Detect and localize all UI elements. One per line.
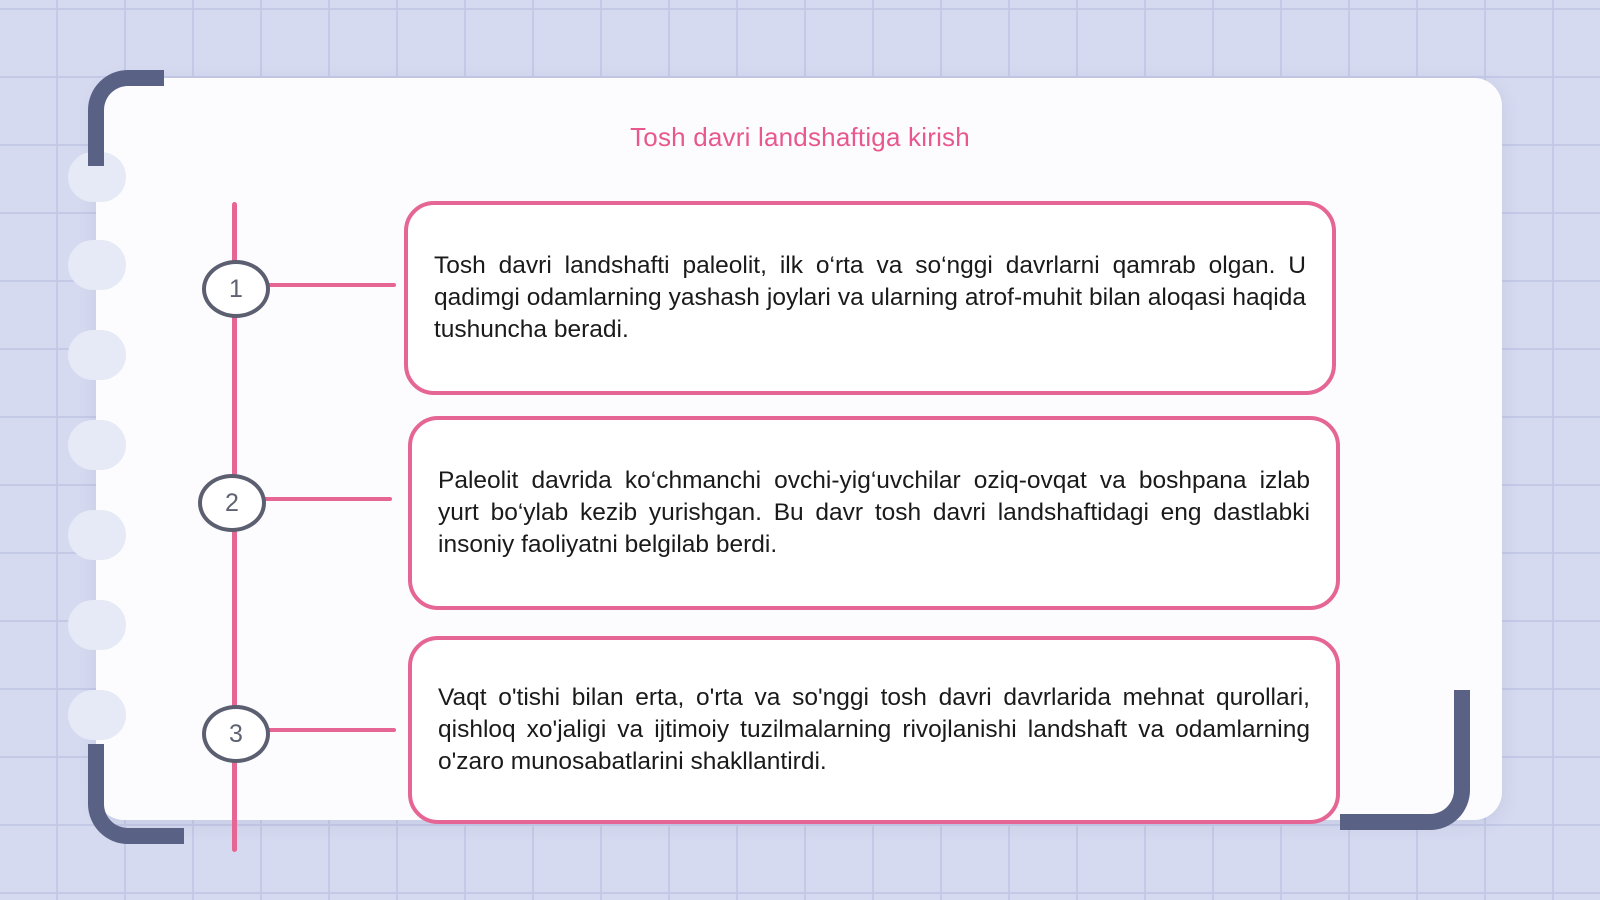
notebook-hole (68, 690, 126, 740)
step-number-1: 1 (202, 260, 270, 318)
timeline-connector (262, 728, 396, 732)
notebook-hole (68, 510, 126, 560)
timeline-box-2 (408, 416, 1340, 610)
frame-corner-bottom-left (88, 744, 184, 844)
notebook-hole (68, 420, 126, 470)
step-number-2: 2 (198, 474, 266, 532)
timeline-box-text: Paleolit davrida ko‘chmanchi ovchi-yig‘uvchilar oziq-ovqat va boshpana izlab yurt bo‘ylab kezib yurishgan. Bu davr tosh davri landshaftidagi eng dastlabki insoniy faoliyatni belgilab berdi. (438, 467, 1310, 558)
timeline-box-text: Tosh davri landshafti paleolit, ilk o‘rta va so‘nggi davrlarni qamrab olgan. U qadimgi odamlarning yashash joylari va ularning atrof-muhit bilan aloqasi haqida tushuncha beradi. (434, 252, 1306, 343)
timeline-box-1 (404, 201, 1336, 395)
step-number-3: 3 (202, 705, 270, 763)
timeline-box-3 (408, 636, 1340, 824)
timeline-connector (262, 283, 396, 287)
notebook-hole (68, 600, 126, 650)
timeline-box-text: Vaqt o'tishi bilan erta, o'rta va so'nggi tosh davri davrlarida mehnat qurollari, qishloq xo'jaligi va ijtimoiy tuzilmalarning rivojlanishi landshaft va odamlarning o'zaro munosabatlarini shakllantirdi. (438, 684, 1310, 775)
notebook-hole (68, 240, 126, 290)
notebook-hole (68, 330, 126, 380)
frame-corner-bottom-right (1340, 690, 1470, 830)
timeline-connector (258, 497, 392, 501)
slide-title: Tosh davri landshaftiga kirish (630, 122, 970, 152)
